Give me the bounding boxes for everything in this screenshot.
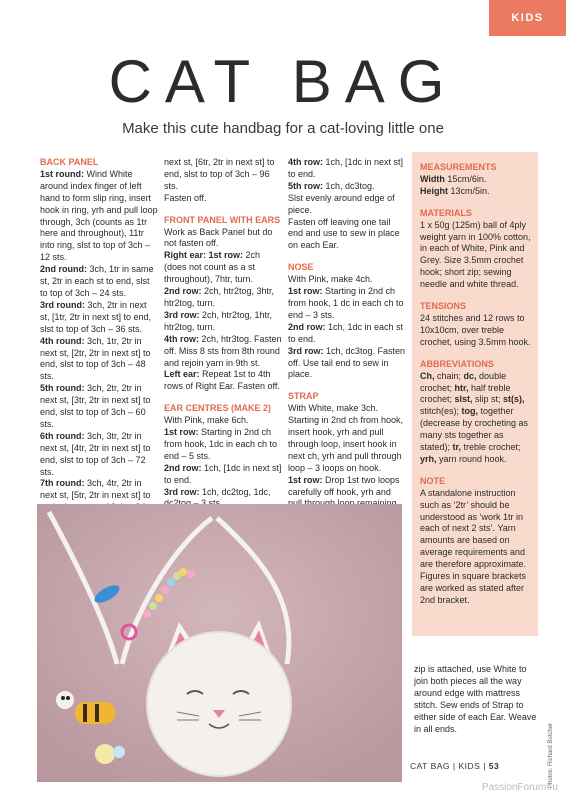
instruction: 4th round: 3ch, 1tr, 2tr in next st, [2tr, 2tr in next st] to end, slst to top of 3ch – 48 sts. — [40, 335, 151, 382]
instruction: With Pink, make 6ch. — [164, 415, 249, 426]
instruction: Right ear: 1st row: 2ch (does not count as a st throughout), 7htr, turn. — [164, 250, 261, 285]
section-heading: MATERIALS — [420, 207, 472, 218]
instruction: Left ear: Repeat 1st to 4th rows of Right Ear. Fasten off. — [164, 369, 280, 392]
footer-title: CAT BAG — [410, 761, 451, 771]
instruction: With White, make 3ch. Starting in 2nd ch from hook, insert hook, yrh and pull through loop, insert hook in next ch, yrh and pull through loop – 3 loops on hook. — [288, 403, 404, 473]
abbreviations-text: Ch, chain; dc, double crochet; htr, half treble crochet; slst, slip st; st(s), stitch(es); tog, together (decrease by crocheting as many sts together as stated); tr, treble crochet; yrh, yarn round hook. — [420, 370, 529, 464]
instruction: Fasten off leaving one tail end and use to sew in place on each Ear. — [288, 216, 400, 251]
instruction: 6th round: 3ch, 3tr, 2tr in next st, [4tr, 2tr in next st] to end, slst to top of 3ch – 72 sts. — [40, 430, 151, 477]
instruction: 3rd round: 3ch, 2tr in next st, [1tr, 2tr in next st] to end, slst to top of 3ch – 36 sts. — [40, 299, 152, 334]
instruction: Fasten off. — [164, 192, 207, 203]
section-heading: TENSIONS — [420, 301, 467, 312]
section-heading: STRAP — [288, 391, 319, 402]
instruction: 5th round: 3ch, 2tr, 2tr in next st, [3tr, 2tr in next st] to end, slst to top of 3ch – 60 sts. — [40, 383, 151, 429]
tension-text: 24 stitches and 12 rows to 10x10cm, over treble crochet, using 3.5mm hook. — [420, 312, 531, 347]
page-footer — [410, 761, 550, 771]
instruction: 2nd round: 3ch, 1tr in same st, 2tr in each st to end, slst to top of 3ch – 24 sts. — [40, 264, 154, 298]
column-front-panel — [164, 157, 282, 510]
materials-text: 1 x 50g (125m) ball of 4ply weight yarn in 100% cotton, in each of White, Pink and Grey. Size 3.5mm crochet hook; short zip; sewing needle and white thread. — [420, 219, 531, 290]
cat-bag-illustration — [37, 504, 402, 782]
instruction: Work as Back Panel but do not fasten off. — [164, 226, 273, 249]
instruction: 1st round: Wind White around index finger of left hand to form slip ring, insert hook in ring, yrh and pull loop through, 3ch (counts as 1tr here and throughout), 11tr into ring, slst to top of 3ch – 12 sts. — [40, 168, 158, 263]
instruction: With Pink, make 4ch. — [288, 274, 373, 285]
section-heading: BACK PANEL — [40, 157, 99, 167]
measurement-width: Width 15cm/6in. — [420, 173, 487, 184]
section-heading: EAR CENTRES (MAKE 2) — [164, 403, 272, 414]
instruction: 4th row: 1ch, [1dc in next st] to end. — [288, 157, 404, 179]
column-back-panel — [40, 157, 158, 538]
section-tag: KIDS — [489, 0, 566, 36]
instruction: next st, [6tr, 2tr in next st] to end, slst to top of 3ch – 96 sts. — [164, 157, 275, 191]
instruction: Slst evenly around edge of piece. — [288, 192, 395, 215]
instruction: 1st row: Starting in 2nd ch from hook, 1 dc in each ch to end – 3 sts. — [288, 286, 404, 320]
note-text: A standalone instruction such as ‘2tr’ should be understood as ‘work 1tr in each of next 2 sts’. Yarn amounts are based on average requirements and are therefore approximate. Figures in square brackets are worked as stated after 2nd bracket. — [420, 487, 527, 605]
page-number: 53 — [488, 761, 500, 771]
instruction: 2nd row: 1ch, [1dc in next st] to end. — [164, 462, 282, 485]
section-heading: NOTE — [420, 475, 446, 486]
product-photo — [37, 504, 402, 782]
measurement-height: Height 13cm/5in. — [420, 185, 490, 196]
watermark: PassionForum.ru — [481, 782, 558, 793]
page-subtitle: Make this cute handbag for a cat-loving little one — [122, 120, 444, 137]
footer-separator: | — [483, 761, 489, 771]
instruction: 1st row: Drop 1st two loops carefully off hook, yrh and — [288, 474, 400, 497]
info-panel — [412, 152, 538, 636]
photo-credit: Photos: Richard Butcher — [548, 722, 554, 788]
instruction: 5th row: 1ch, dc3tog. — [288, 180, 375, 191]
instruction: 2nd row: 2ch, htr2tog, 3htr, htr2tog, turn. — [164, 286, 275, 308]
instruction: 3rd row: 2ch, htr2tog, 1htr, htr2tog, turn. — [164, 309, 273, 332]
page-title: CAT BAG — [108, 48, 458, 115]
instruction: 2nd row: 1ch, 1dc in each st to end. — [288, 321, 404, 344]
footer-section: KIDS — [458, 761, 481, 771]
instruction: 3rd row: 1ch, dc2tog, 1dc, — [164, 486, 271, 497]
instruction: zip is attached, use White to join both pieces all the way around edge with mattress stitch. Sew ends of Strap to either side of each Ear. Weave in all ends. — [414, 664, 537, 734]
section-heading: ABBREVIATIONS — [420, 358, 494, 369]
footer-separator: | — [452, 761, 459, 771]
section-heading: NOSE — [288, 262, 314, 273]
instruction: 3rd row: 1ch, dc3tog. Fasten off. Use tail end to sew in place. — [288, 345, 406, 380]
column-continued — [414, 664, 540, 735]
instruction: 4th row: 2ch, htr3tog. Fasten off. Miss 8 sts from 8th round and rejoin yarn in 9th st. — [164, 333, 282, 368]
instruction: 1st row: Starting in 2nd ch from hook, 1dc in each ch to end – 5 sts. — [164, 427, 278, 461]
section-heading: MEASUREMENTS — [420, 162, 497, 172]
section-heading: FRONT PANEL WITH EARS — [164, 214, 281, 225]
instruction: 7th round: 3ch, 4tr, 2tr in next st, [5tr, 2tr in next st] to — [40, 478, 151, 501]
